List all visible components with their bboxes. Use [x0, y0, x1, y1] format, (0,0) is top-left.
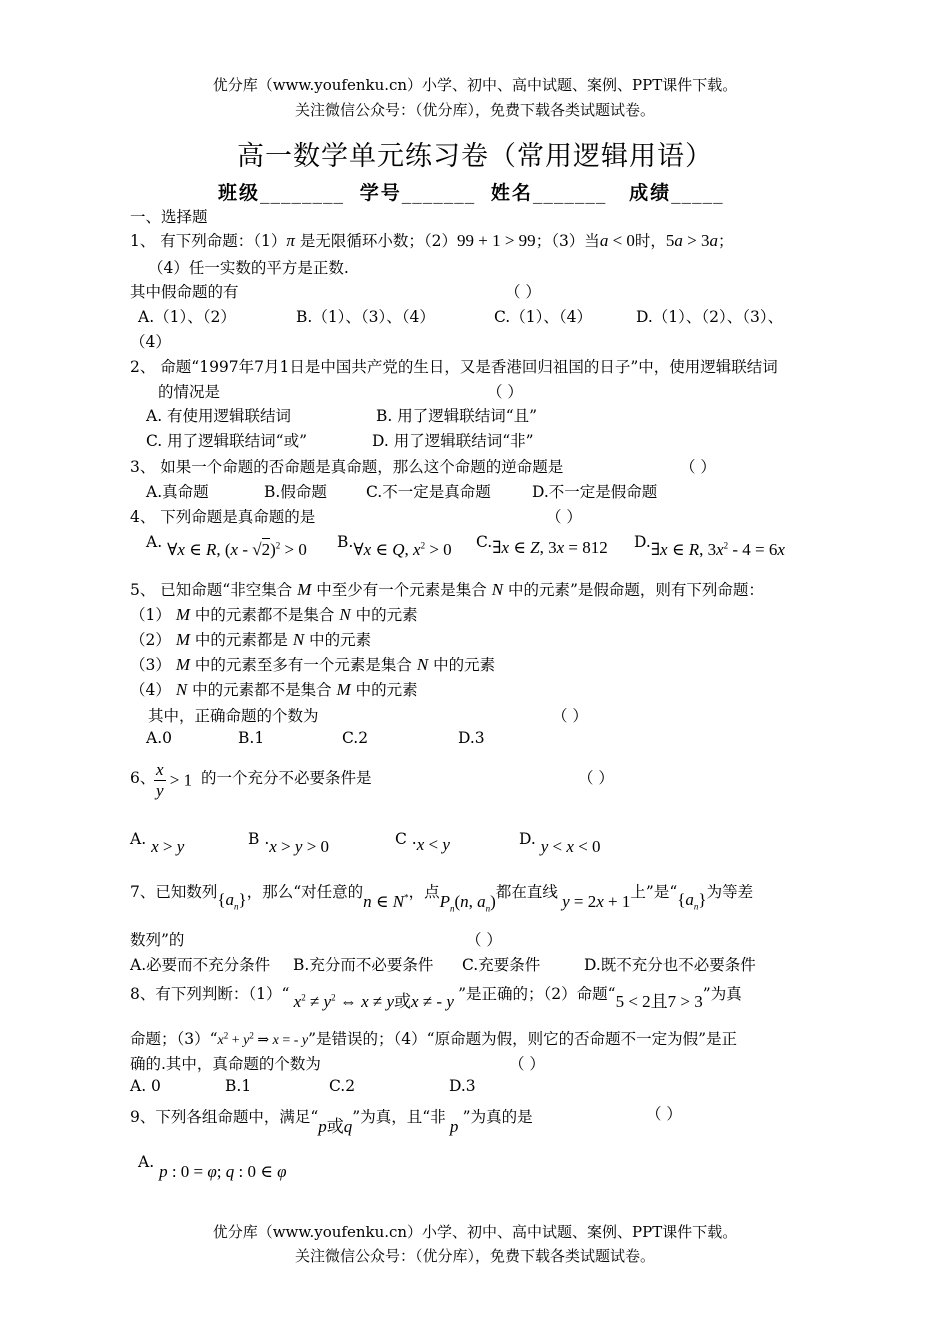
q7-text-c: ，点 — [408, 883, 440, 901]
q1-text-a: 1、 有下列命题：（1） — [130, 232, 287, 250]
q7-text-e: 上”是“ — [630, 883, 678, 901]
q2-option-d: D. 用了逻辑联结词“非” — [372, 432, 534, 450]
question-7-line-2: 数列”的 — [130, 931, 185, 949]
q8-text-c: ”为真 — [702, 985, 742, 1003]
q6-option-c-label: C . — [395, 830, 417, 848]
q2-option-b: B. 用了逻辑联结词“且” — [376, 407, 538, 425]
question-2-line-2: 的情况是 — [158, 383, 221, 401]
q5-option-b: B.1 — [238, 729, 265, 747]
q6-option-d: D. y < x < 0 — [519, 830, 601, 856]
q5-p3-text: 中的元素至多有一个元素是集合 — [194, 656, 412, 674]
q7-option-c: C.充要条件 — [462, 956, 541, 974]
q1-option-a: A.（1）、（2） — [138, 308, 236, 326]
q3-option-c: C.不一定是真命题 — [366, 483, 491, 501]
page-title: 高一数学单元练习卷（常用逻辑用语） — [237, 141, 713, 172]
question-9-line-1: 9、下列各组命题中，满足“p或q”为真，且“非 p ”为真的是 — [130, 1108, 533, 1136]
q5-p1-num: （1） — [130, 606, 171, 624]
question-8-line-3: 确的.其中，真命题的个数为 — [130, 1055, 321, 1073]
q7-option-b: B.充分而不必要条件 — [293, 956, 434, 974]
q6-option-b: B .x > y > 0 — [248, 830, 330, 856]
q4-option-a-label: A. — [146, 533, 163, 551]
student-id-label: 学号 — [359, 182, 402, 204]
section-heading: 一、选择题 — [130, 208, 208, 226]
q2-option-a: A. 有使用逻辑联结词 — [146, 407, 292, 425]
q8-option-d: D.3 — [449, 1077, 476, 1095]
q5-proposition-4: （4） N 中的元素都不是集合 M 中的元素 — [130, 680, 418, 699]
q8-option-c: C.2 — [329, 1077, 356, 1095]
q8-text-d: 命题；（3）“ — [130, 1030, 218, 1048]
q9-text-b: ”为真，且“非 — [352, 1108, 446, 1126]
question-8-line-2: 命题；$(3)“x^2 + y^2$ ⇒ x = - y”是错误的；（4）“原命题为假，则它的否命题不一定为假”是正 — [130, 1030, 738, 1048]
q4-option-c-label: C. — [476, 533, 493, 551]
question-9-answer-blank: （ ） — [646, 1105, 682, 1123]
q5-text-c: 中的元素”是假命题，则有下列命题： — [508, 581, 764, 599]
q7-text-a: 7、已知数列 — [130, 883, 218, 901]
question-1-line-1: 1、 有下列命题：（1）π 是无限循环小数；（2）99 + 1 > 99；（3）当a < 0时，5a > 3a； — [130, 231, 734, 250]
class-label: 班级 — [218, 182, 261, 204]
q6-option-a: A. x > y — [130, 830, 185, 856]
q5-text-b: 中至少有一个元素是集合 — [316, 581, 487, 599]
q4-option-b-label: B. — [337, 533, 354, 551]
header-line-1: 优分库（www.youfenku.cn）小学、初中、高中试题、案例、PPT课件下载。 — [212, 76, 738, 94]
q5-p2-end: 中的元素 — [309, 631, 372, 649]
q5-option-c: C.2 — [342, 729, 369, 747]
q5-p3-num: （3） — [130, 656, 171, 674]
q4-option-d-label: D. — [634, 533, 651, 551]
student-info-line: 班级________ 学号_______ 姓名_______ 成绩_____ — [218, 182, 724, 204]
footer-line-2: 关注微信公众号：（优分库），免费下载各类试题试卷。 — [294, 1247, 655, 1265]
q8-option-b: B.1 — [225, 1077, 252, 1095]
q1-text-e: ； — [718, 232, 734, 250]
footer-line-1: 优分库（www.youfenku.cn）小学、初中、高中试题、案例、PPT课件下载。 — [212, 1223, 738, 1241]
q4-option-d: D.∃x ∈ R, $3x^2 - 4 = 6x$ — [634, 533, 785, 559]
question-6-text: 的一个充分不必要条件是 — [201, 769, 372, 787]
question-8-answer-blank: （ ） — [509, 1055, 545, 1073]
question-3-answer-blank: （ ） — [680, 458, 716, 476]
q1-option-d: D.（1）、（2）、（3）、 — [636, 308, 784, 326]
q5-proposition-1: （1） M 中的元素都不是集合 N 中的元素 — [130, 605, 418, 624]
q9-text-c: ”为真的是 — [462, 1108, 533, 1126]
q5-p2-text: 中的元素都是 — [194, 631, 288, 649]
q5-text-a: 5、 已知命题“非空集合 — [130, 581, 293, 599]
q1-option-b: B.（1）、（3）、（4） — [296, 308, 435, 326]
q4-option-c: C.∃x ∈ Z, 3x = 812 — [476, 533, 608, 557]
q7-text-d: 都在直线 — [495, 883, 558, 901]
q1-text-d: 时， — [634, 232, 666, 250]
q9-option-a-label: A. — [138, 1153, 155, 1171]
q8-text-b: ”是正确的；（2）命题“ — [458, 985, 616, 1003]
question-7-answer-blank: （ ） — [466, 931, 502, 949]
q5-p2-num: （2） — [130, 631, 171, 649]
q1-text-b: 是无限循环小数；（2） — [299, 232, 457, 250]
q7-option-d: D.既不充分也不必要条件 — [584, 956, 756, 974]
q5-p1-text: 中的元素都不是集合 — [194, 606, 335, 624]
q1-option-d-cont: （4） — [130, 333, 171, 351]
q7-option-a: A.必要而不充分条件 — [130, 956, 271, 974]
q3-option-d: D.不一定是假命题 — [532, 483, 658, 501]
q6-option-d-label: D. — [519, 830, 536, 848]
q4-option-b: B.∀x ∈ Q, $x^2 > 0$ — [337, 533, 452, 559]
q6-option-a-label: A. — [130, 830, 147, 848]
question-7-line-1: 7、已知数列$\{a_n\}$，那么“对任意的n ∈ N*，点$P_n(n$, $a_n$)都在直线 y = 2x + 1上”是“$\{a_n\}$为等差 — [130, 883, 754, 914]
q2-option-c: C. 用了逻辑联结词“或” — [146, 432, 308, 450]
q1-option-c: C.（1）、（4） — [494, 308, 592, 326]
q7-text-b: ，那么“对任意的 — [246, 883, 364, 901]
question-8-line-1: 8、有下列判断：（1）“ $x^2 \ne y^2$ ⇔ x ≠ y或x ≠ - y ”是正确的；（2）命题“5 < 2且7 > 3”为真 — [130, 985, 742, 1011]
q5-p1-end: 中的元素 — [355, 606, 418, 624]
q8-option-a: A. 0 — [130, 1077, 161, 1095]
question-1-line-2: （4）任一实数的平方是正数. — [148, 259, 349, 277]
q5-p3-end: 中的元素 — [433, 656, 496, 674]
q5-option-d: D.3 — [458, 729, 485, 747]
header-line-2: 关注微信公众号：（优分库），免费下载各类试题试卷。 — [294, 101, 655, 119]
q7-text-f: 为等差 — [706, 883, 754, 901]
q5-proposition-2: （2） M 中的元素都是 N 中的元素 — [130, 630, 372, 649]
q6-option-c: C .x < y — [395, 830, 450, 854]
q8-text-a: 8、有下列判断：（1）“ — [130, 985, 290, 1003]
q5-p4-text: 中的元素都不是集合 — [192, 681, 332, 699]
q3-option-a: A.真命题 — [146, 483, 209, 501]
question-3-line-1: 3、 如果一个命题的否命题是真命题，那么这个命题的逆命题是 — [130, 458, 564, 476]
question-6-num: 6、 — [130, 769, 156, 787]
question-5-line-6: 其中，正确命题的个数为 — [148, 707, 319, 725]
question-1-answer-blank: （ ） — [505, 283, 541, 301]
q5-p4-end: 中的元素 — [355, 681, 418, 699]
q6-option-b-label: B . — [248, 830, 270, 848]
q5-p4-num: （4） — [130, 681, 171, 699]
question-1-line-3: 其中假命题的有 — [130, 283, 239, 301]
q3-option-b: B.假命题 — [264, 483, 327, 501]
q9-text-a: 9、下列各组命题中，满足“ — [130, 1108, 319, 1126]
q9-option-a: A. p : 0 = φ; q : 0 ∈ φ — [138, 1153, 287, 1181]
question-5-line-1: 5、 已知命题“非空集合 M 中至少有一个元素是集合 N 中的元素”是假命题，则有下列命题： — [130, 580, 764, 599]
q5-option-a: A.0 — [146, 729, 172, 747]
q6-fraction: $\frac{x}{y}$ > 1 — [156, 760, 193, 800]
question-2-line-1: 2、 命题“1997年7月1日是中国共产党的生日，又是香港回归祖国的日子”中，使用逻辑联结词 — [130, 358, 778, 376]
question-4-answer-blank: （ ） — [546, 508, 582, 526]
question-6-answer-blank: （ ） — [578, 769, 614, 787]
q1-text-c: ；（3）当 — [535, 232, 600, 250]
question-4-line-1: 4、 下列命题是真命题的是 — [130, 508, 316, 526]
score-label: 成绩 — [629, 182, 672, 204]
question-5-answer-blank: （ ） — [552, 707, 588, 725]
q5-proposition-3: （3） M 中的元素至多有一个元素是集合 N 中的元素 — [130, 655, 496, 674]
name-label: 姓名 — [490, 182, 533, 204]
q4-option-a: A. ∀x ∈ R, (x - √2)$^2$ > 0 — [146, 533, 307, 559]
q8-text-e: ”是错误的；（4）“原命题为假，则它的否命题不一定为假”是正 — [308, 1030, 738, 1048]
question-2-answer-blank: （ ） — [487, 383, 523, 401]
